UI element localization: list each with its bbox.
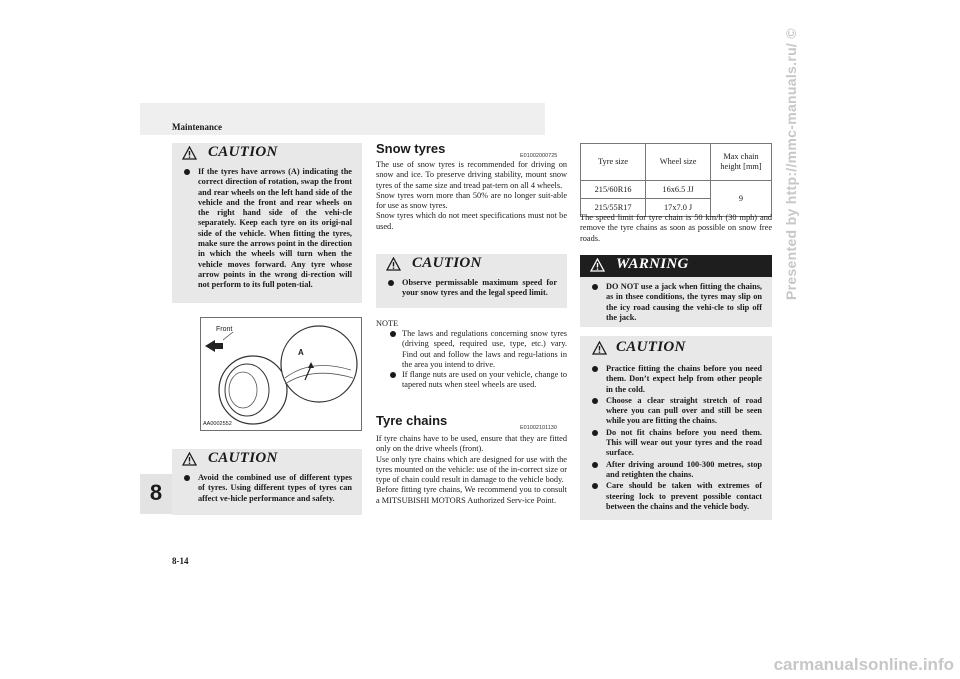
caution-box-chains [580, 336, 772, 520]
caution-item: Avoid the combined use of different types of tyres. Using different types of tyres can affect ve-hicle performance and safety. [184, 473, 352, 504]
note-item: If flange nuts are used on your vehicle, change to tapered nuts when steel wheels are used. [390, 370, 567, 391]
chapter-tab [140, 474, 172, 514]
table-header: Wheel size [646, 144, 711, 181]
paragraph: If tyre chains have to be used, ensure that they are fitted only on the drive wheels (front). [376, 434, 567, 454]
caution-header [376, 254, 567, 276]
bullet-icon [592, 430, 598, 436]
tyre-chains-heading: Tyre chains [376, 413, 448, 428]
table-cell: 16x6.5 JJ [646, 181, 711, 199]
table-cell: 17x7.0 J [646, 199, 711, 217]
speed-limit-text: The speed limit for tyre chain is 50 km/h (30 mph) and remove the tyre chains as soon as possible on snow free roads. [580, 213, 772, 243]
table-header: Tyre size [581, 144, 646, 181]
warning-triangle-icon [182, 146, 197, 160]
warning-title: WARNING [616, 256, 689, 272]
table-row [581, 181, 772, 199]
paragraph: Snow tyres which do not meet specifications must not be used. [376, 211, 567, 231]
bullet-icon [592, 398, 598, 404]
warning-box-jack [580, 255, 772, 327]
snow-tyres-heading: Snow tyres [376, 141, 446, 156]
caution-body [580, 362, 772, 519]
bullet-icon [184, 475, 190, 481]
tyre-illustration-icon [201, 318, 361, 430]
page-number: 8-14 [172, 556, 189, 566]
table-header-row [581, 144, 772, 181]
note-label: NOTE [376, 319, 399, 328]
caution-item: After driving around 100-300 metres, stop and retighten the chains. [592, 460, 762, 481]
caution-body [376, 276, 567, 306]
tyre-chains-text [376, 434, 567, 506]
snow-tyres-text [376, 160, 567, 232]
warning-triangle-icon [182, 452, 197, 466]
paragraph: Use only tyre chains which are designed for use with the tyres mounted on the vehicle: use of the in-correct size or type of chain could result in damage to the vehicle body. [376, 454, 567, 485]
warning-item: DO NOT use a jack when fitting the chains, as in thsee conditions, the tyres may slip on the icy road causing the vehi-cle to slip off the jack. [592, 282, 762, 323]
caution-box-rotation [172, 143, 362, 303]
caution-item: Observe permissable maximum speed for your snow tyres and the legal speed limit. [388, 278, 557, 299]
note-item: The laws and regulations concerning snow tyres (driving speed, required use, type, etc.) vary. Find out and follow the laws and regu-lations in the area you intend to drive. [390, 329, 567, 370]
caution-box-mixed-tyres [172, 449, 362, 515]
bullet-icon [390, 331, 396, 337]
paragraph: The use of snow tyres is recommended for driving on snow and ice. To preserve driving stability, mount snow tyres of the same size and tread pat-tern on all 4 wheels. [376, 160, 567, 190]
caution-title: CAUTION [412, 255, 482, 271]
caution-header [172, 449, 362, 471]
tyre-rotation-figure [200, 317, 362, 431]
caution-body [172, 165, 362, 298]
caution-item: Care should be taken with extremes of steering lock to prevent possible contact between the chains and the vehicle body. [592, 481, 762, 512]
caution-item: If the tyres have arrows (A) indicating the correct direction of rotation, swap the front and rear wheels on the left hand side of the vehicle and the front and rear wheels on the right hand side of the vehi-cle separately. Keep each tyre on its origi-nal side of the vehicle. When fitting the tyres, make sure the arrows point in the direction in which the wheels will turn when the vehicle moves forward. Any tyre whose arrow points in the wrong di-rection will not perform to its full poten-tial. [184, 167, 352, 291]
caution-header [580, 336, 772, 362]
bullet-icon [388, 280, 394, 286]
caution-item: Do not fit chains before you need them. This will wear out your tyres and the road surface. [592, 428, 762, 459]
section-title: Maintenance [172, 122, 222, 132]
warning-triangle-icon [386, 257, 401, 271]
bullet-icon [592, 462, 598, 468]
warning-triangle-icon [592, 341, 607, 355]
table-cell: 215/60R16 [581, 181, 646, 199]
tyre-chain-table [580, 143, 772, 217]
caution-title: CAUTION [208, 450, 278, 466]
figure-code: AA0002552 [203, 421, 232, 427]
caution-box-speed [376, 254, 567, 308]
tyre-chains-code: E01002101130 [520, 425, 557, 431]
warning-body [580, 277, 772, 330]
bullet-icon [592, 483, 598, 489]
bullet-icon [184, 169, 190, 175]
paragraph: Snow tyres worn more than 50% are no longer suit-able for use as snow tyres. [376, 190, 567, 211]
bullet-icon [592, 284, 598, 290]
chapter-number: 8 [149, 480, 163, 505]
site-footer: carmanualsonline.info [773, 655, 954, 674]
caution-item: Practice fitting the chains before you need them. Don’t expect help from other people in the cold. [592, 364, 762, 395]
caution-title: CAUTION [208, 144, 278, 160]
bullet-icon [390, 372, 396, 378]
arrow-label-a: A [298, 348, 304, 357]
caution-body [172, 471, 362, 511]
caution-title: CAUTION [616, 339, 686, 355]
paragraph: Before fitting tyre chains, We recommend you to consult a MITSUBISHI MOTORS Authorized Serv-ice Point. [376, 485, 567, 505]
front-label: Front [216, 326, 233, 333]
caution-header [172, 143, 362, 165]
side-watermark: Presented by http://mmc-manuals.ru/ © [783, 28, 799, 300]
caution-item: Choose a clear straight stretch of road where you can pull over and still be seen while you are fitting the chains. [592, 396, 762, 427]
snow-tyres-code: E01002000725 [520, 153, 558, 159]
table-cell-max-chain-height: 9 [711, 181, 772, 217]
warning-header [580, 255, 772, 277]
note-list [390, 329, 567, 391]
table-cell: 215/55R17 [581, 199, 646, 217]
warning-triangle-icon [590, 258, 605, 272]
bullet-icon [592, 366, 598, 372]
table-header: Max chain height [mm] [711, 144, 772, 181]
